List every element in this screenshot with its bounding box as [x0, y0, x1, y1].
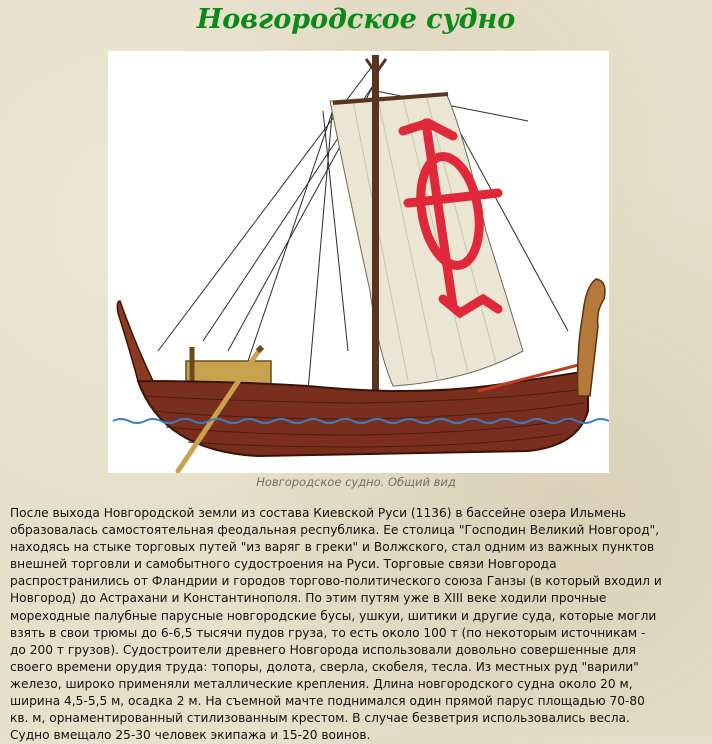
article-line: внешней торговли и самобытного судостроения на Руси. Торговые связи Новгорода [10, 557, 557, 572]
article-line: образовалась самостоятельная феодальная республика. Ее столица "Господин Великий Новгород", [10, 523, 660, 538]
stern-post [117, 301, 153, 381]
article-line: своего времени орудия труда: топоры, долота, сверла, скобеля, тесла. Из местных руд "варили" [10, 659, 639, 674]
ship-figure [108, 51, 609, 473]
article-text [10, 505, 706, 744]
article-line: взять в свои трюмы до 6-6,5 тысячи пудов груза, то есть около 100 т (по некоторым источникам - [10, 625, 646, 640]
article-line: кв. м, орнаментированный стилизованным крестом. В случае безветрия использовались весла. [10, 711, 630, 726]
article-line: Новгород) до Астрахани и Константинополя. По этим путям уже в XIII веке ходили прочные [10, 591, 607, 606]
article-line: находясь на стыке торговых путей "из варяг в греки" и Волжского, стал одним из важных пунктов [10, 540, 655, 555]
novgorod-ship-illustration [108, 51, 609, 473]
article-line: до 200 т грузов). Судостроители древнего Новгорода использовали довольно совершенные для [10, 642, 636, 657]
article-line: распространились от Фландрии и городов торгово-политического союза Ганзы (в который входил и [10, 574, 662, 589]
article-line: железо, широко применяли металлические крепления. Длина новгородского судна около 20 м, [10, 676, 633, 691]
page-title: Новгородское судно [196, 4, 516, 35]
article-line: ширина 4,5-5,5 м, осадка 2 м. На съемной мачте поднимался один прямой парус площадью 70-80 [10, 694, 645, 709]
stem-head [578, 279, 605, 396]
mast [372, 55, 379, 395]
article-line: После выхода Новгородской земли из состава Киевской Руси (1136) в бассейне озера Ильмень [10, 506, 626, 520]
article-line: мореходные палубные парусные новгородские бусы, ушкуи, шитики и другие суда, которые могли [10, 608, 657, 623]
figure-caption: Новгородское судно. Общий вид [256, 475, 456, 489]
article-line: Судно вмещало 25-30 человек экипажа и 15-20 воинов. [10, 728, 371, 743]
